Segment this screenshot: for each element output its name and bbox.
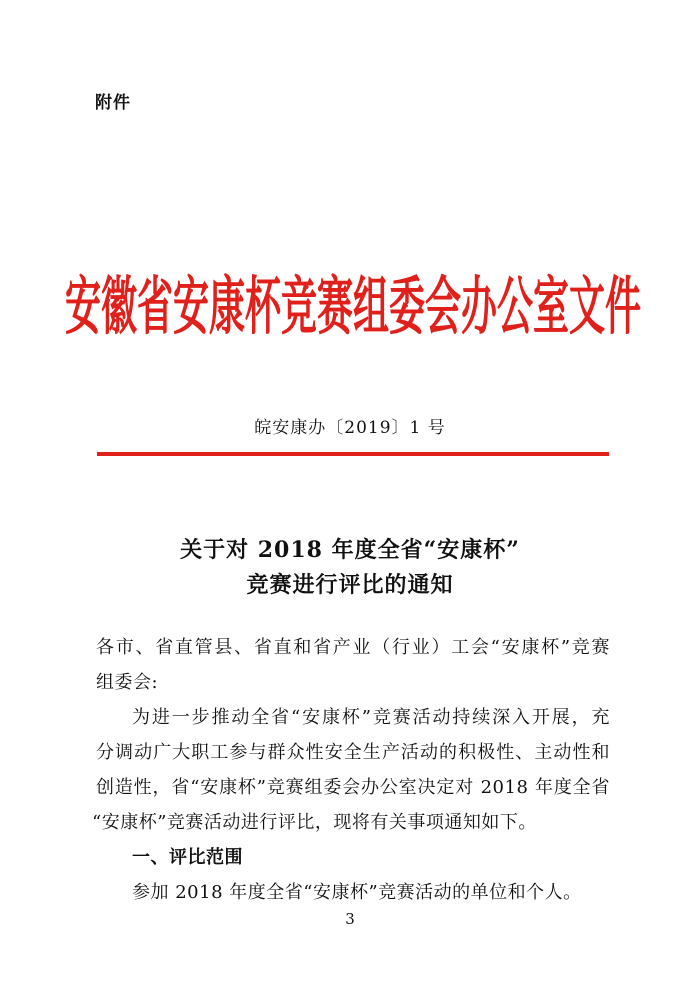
- notice-title-line-1: 关于对 2018 年度全省“安康杯”: [180, 537, 520, 563]
- document-header-title: 安徽省安康杯竞赛组委会办公室文件: [65, 270, 642, 344]
- section-heading: 一、评比范围: [132, 847, 243, 868]
- section-text: 参加 2018 年度全省“安康杯”竞赛活动的单位和个人。: [132, 882, 582, 903]
- paragraph-line-4: “安康杯”竞赛活动进行评比，现将有关事项通知如下。: [92, 812, 537, 833]
- notice-title-line-2: 竞赛进行评比的通知: [246, 572, 454, 598]
- paragraph-line-3: 创造性，省“安康杯”竞赛组委会办公室决定对 2018 年度全省: [96, 777, 610, 798]
- paragraph-line-1: 为进一步推动全省“安康杯”竞赛活动持续深入开展，充: [132, 707, 610, 728]
- document-number: 皖安康办〔2019〕1 号: [254, 418, 446, 438]
- salutation-line-1: 各市、省直管县、省直和省产业（行业）工会“安康杯”竞赛: [96, 637, 610, 658]
- paragraph-line-2: 分调动广大职工参与群众性安全生产活动的积极性、主动性和: [96, 742, 610, 763]
- attachment-label: 附件: [95, 93, 131, 113]
- red-divider-line: [97, 452, 609, 456]
- salutation-line-2: 组委会:: [96, 672, 159, 693]
- page-number: 3: [345, 910, 355, 928]
